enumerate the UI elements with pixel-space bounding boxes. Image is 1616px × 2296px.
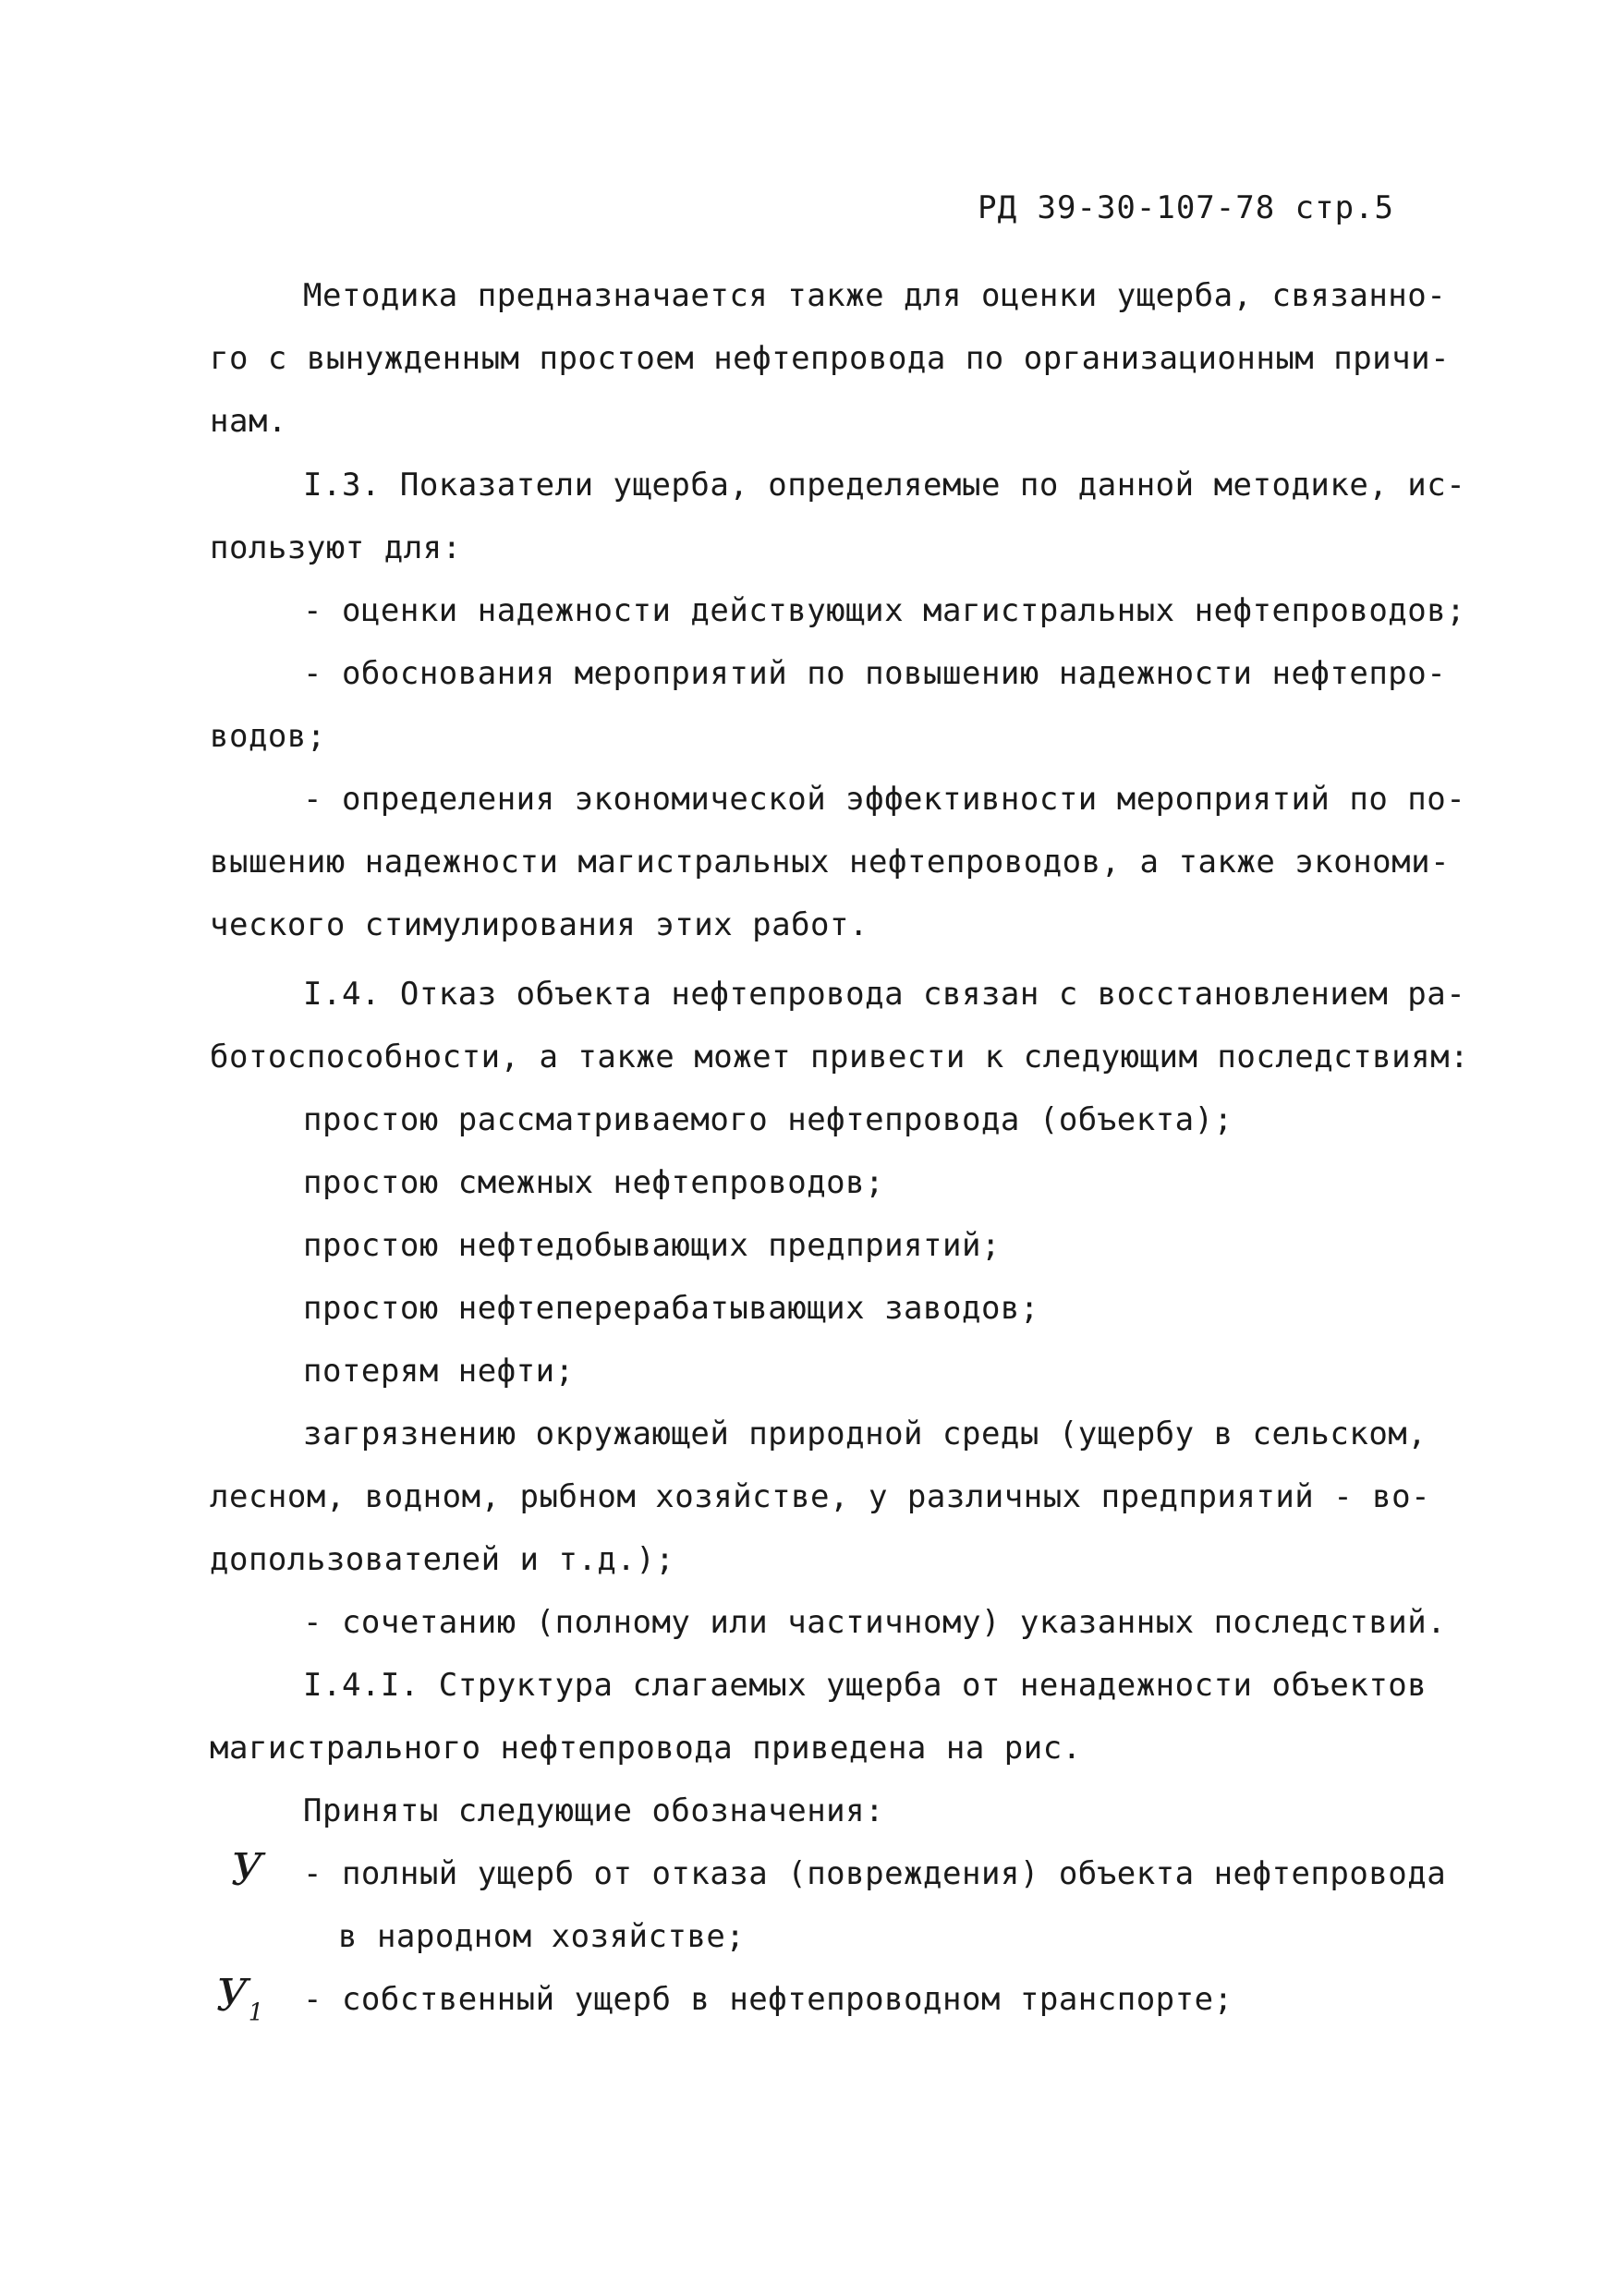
text-line: простою смежных нефтепроводов; xyxy=(303,1164,885,1201)
definition-line: в народном хозяйстве; xyxy=(338,1918,746,1955)
text-line: I.3. Показатели ущерба, определяемые по данной методике, ис- xyxy=(303,467,1466,504)
text-line: ческого стимулирования этих работ. xyxy=(210,906,869,943)
text-line: - сочетанию (полному или частичному) указанных последствий. xyxy=(303,1604,1447,1641)
text-line: простою нефтедобывающих предприятий; xyxy=(303,1227,1001,1264)
text-line: - обоснования мероприятий по повышению надежности нефтепро- xyxy=(303,655,1447,692)
definition-line: - собственный ущерб в нефтепроводном транспорте; xyxy=(303,1981,1233,2018)
text-line: магистрального нефтепровода приведена на рис. xyxy=(210,1730,1082,1767)
symbol-u-total: У xyxy=(231,1844,263,1896)
text-line: го с вынужденным простоем нефтепровода по организационным причи- xyxy=(210,340,1451,377)
text-line: Приняты следующие обозначения: xyxy=(303,1792,885,1829)
text-line: Методика предназначается также для оценки ущерба, связанно- xyxy=(303,277,1447,314)
text-line: лесном, водном, рыбном хозяйстве, у различных предприятий - во- xyxy=(210,1478,1431,1515)
text-line: I.4. Отказ объекта нефтепровода связан с восстановлением ра- xyxy=(303,976,1466,1013)
text-line: простою нефтеперерабатывающих заводов; xyxy=(303,1290,1039,1327)
text-line: - определения экономической эффективности мероприятий по по- xyxy=(303,781,1466,818)
text-line: простою рассматриваемого нефтепровода (объекта); xyxy=(303,1101,1233,1138)
symbol-u-own-letter: У xyxy=(216,1970,249,2022)
document-reference: РД 39-30-107-78 стр.5 xyxy=(978,189,1394,226)
text-line: нам. xyxy=(210,403,287,440)
text-line: I.4.I. Структура слагаемых ущерба от ненадежности объектов xyxy=(303,1667,1428,1704)
definition-line: - полный ущерб от отказа (повреждения) объекта нефтепровода xyxy=(303,1855,1447,1892)
text-line: - оценки надежности действующих магистральных нефтепроводов; xyxy=(303,592,1466,629)
symbol-u-own xyxy=(216,1970,264,2032)
text-line: допользователей и т.д.); xyxy=(210,1541,675,1578)
text-line: вышению надежности магистральных нефтепроводов, а также экономи- xyxy=(210,844,1451,881)
text-line: водов; xyxy=(210,718,326,755)
text-line: потерям нефти; xyxy=(303,1353,575,1390)
text-line: ботоспособности, а также может привести к следующим последствиям: xyxy=(210,1039,1470,1075)
symbol-u-own-subscript: 1 xyxy=(248,1998,264,2027)
text-line: загрязнению окружающей природной среды (ущербу в сельском, xyxy=(303,1415,1428,1452)
text-line: пользуют для: xyxy=(210,529,462,566)
